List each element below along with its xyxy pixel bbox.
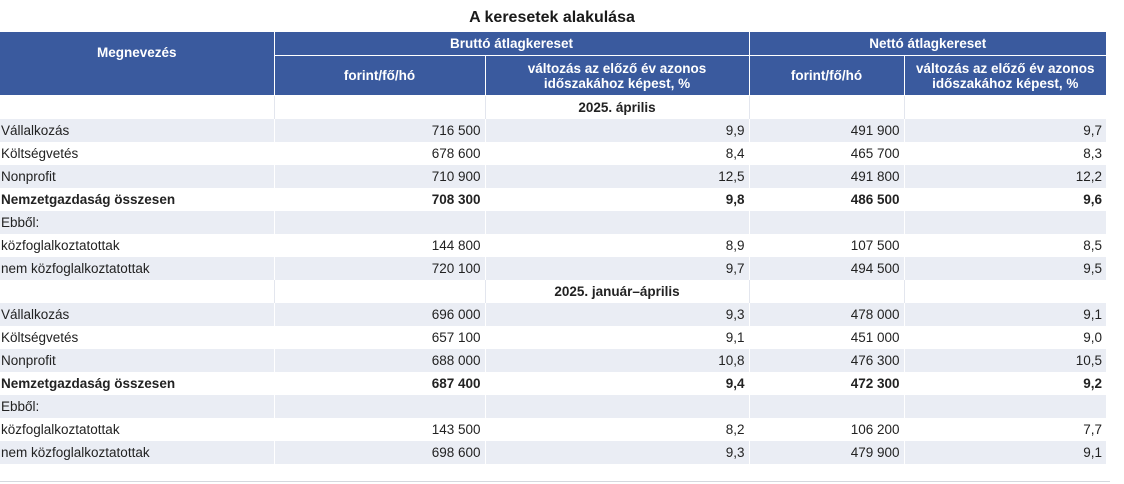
cell-name: Ebből: <box>0 395 274 418</box>
cell-gross-change: 10,8 <box>485 349 749 372</box>
cell-gross-change: 8,9 <box>485 234 749 257</box>
cell-net-amount: 107 500 <box>749 234 904 257</box>
divider <box>0 481 1110 482</box>
cell-name: nem közfoglalkoztatottak <box>0 441 274 464</box>
cell-gross-amount: 657 100 <box>274 326 485 349</box>
cell-gross-change: 9,7 <box>485 257 749 280</box>
column-group-net: Nettó átlagkereset <box>749 32 1106 56</box>
section-empty-cell <box>274 96 485 120</box>
table-row <box>0 395 1106 418</box>
cell-net-amount: 451 000 <box>749 326 904 349</box>
cell-gross-amount: 688 000 <box>274 349 485 372</box>
cell-gross-change: 9,3 <box>485 441 749 464</box>
cell-gross-amount: 143 500 <box>274 418 485 441</box>
cell-net-change: 9,5 <box>904 257 1106 280</box>
cell-gross-amount: 678 600 <box>274 142 485 165</box>
cell-name: Vállalkozás <box>0 303 274 326</box>
cell-gross-amount: 696 000 <box>274 303 485 326</box>
section-empty-cell <box>0 280 274 303</box>
cell-gross-amount: 687 400 <box>274 372 485 395</box>
cell-net-amount: 494 500 <box>749 257 904 280</box>
cell-name: Ebből: <box>0 211 274 234</box>
cell-net-change: 9,7 <box>904 119 1106 142</box>
section-label: 2025. január–április <box>485 280 749 303</box>
section-label: 2025. április <box>485 96 749 120</box>
cell-gross-amount <box>274 395 485 418</box>
change-header-line1: változás az előző év azonos <box>915 60 1095 76</box>
change-header-line2: időszakához képest, % <box>932 75 1079 91</box>
cell-name: közfoglalkoztatottak <box>0 418 274 441</box>
table-row <box>0 188 1106 211</box>
cell-net-change: 9,6 <box>904 188 1106 211</box>
cell-gross-change: 12,5 <box>485 165 749 188</box>
cell-net-amount: 478 000 <box>749 303 904 326</box>
cell-net-amount: 486 500 <box>749 188 904 211</box>
earnings-table <box>0 32 1106 464</box>
cell-gross-amount <box>274 211 485 234</box>
table-row <box>0 257 1106 280</box>
section-header-row <box>0 280 1106 303</box>
cell-net-change: 8,3 <box>904 142 1106 165</box>
cell-gross-change: 8,4 <box>485 142 749 165</box>
table-title: A keresetek alakulása <box>469 9 635 26</box>
table-row <box>0 165 1106 188</box>
column-header-gross-change <box>485 56 749 96</box>
cell-gross-change: 8,2 <box>485 418 749 441</box>
change-header-line1: változás az előző év azonos <box>527 60 707 76</box>
cell-net-change: 9,2 <box>904 372 1106 395</box>
change-header-line2: időszakához képest, % <box>543 75 691 91</box>
column-header-net-change <box>904 56 1106 96</box>
cell-net-change: 10,5 <box>904 349 1106 372</box>
cell-net-change: 8,5 <box>904 234 1106 257</box>
table-row <box>0 211 1106 234</box>
table-row <box>0 234 1106 257</box>
section-empty-cell <box>274 280 485 303</box>
cell-gross-change <box>485 211 749 234</box>
cell-gross-amount: 144 800 <box>274 234 485 257</box>
cell-net-amount <box>749 211 904 234</box>
cell-net-change <box>904 395 1106 418</box>
table-row <box>0 441 1106 464</box>
cell-gross-amount: 710 900 <box>274 165 485 188</box>
cell-net-amount: 465 700 <box>749 142 904 165</box>
table-row <box>0 372 1106 395</box>
cell-gross-amount: 716 500 <box>274 119 485 142</box>
table-row <box>0 119 1106 142</box>
column-header-name: Megnevezés <box>0 32 274 96</box>
section-header-row <box>0 96 1106 120</box>
cell-net-amount: 472 300 <box>749 372 904 395</box>
cell-name: Költségvetés <box>0 142 274 165</box>
section-empty-cell <box>749 96 904 120</box>
cell-net-change <box>904 211 1106 234</box>
cell-net-amount <box>749 395 904 418</box>
cell-net-change: 7,7 <box>904 418 1106 441</box>
cell-gross-change: 9,8 <box>485 188 749 211</box>
cell-net-amount: 491 800 <box>749 165 904 188</box>
cell-net-amount: 491 900 <box>749 119 904 142</box>
table-row <box>0 418 1106 441</box>
cell-gross-change: 9,9 <box>485 119 749 142</box>
cell-net-amount: 476 300 <box>749 349 904 372</box>
table-body <box>0 96 1106 465</box>
table-row <box>0 349 1106 372</box>
cell-gross-change <box>485 395 749 418</box>
table-row <box>0 303 1106 326</box>
column-header-net-amount: forint/fő/hó <box>749 56 904 96</box>
column-group-gross: Bruttó átlagkereset <box>274 32 749 56</box>
table-row <box>0 142 1106 165</box>
section-empty-cell <box>904 96 1106 120</box>
cell-net-change: 12,2 <box>904 165 1106 188</box>
cell-net-amount: 479 900 <box>749 441 904 464</box>
cell-gross-change: 9,4 <box>485 372 749 395</box>
cell-name: Nemzetgazdaság összesen <box>0 372 274 395</box>
cell-name: Nemzetgazdaság összesen <box>0 188 274 211</box>
cell-net-change: 9,1 <box>904 303 1106 326</box>
cell-name: nem közfoglalkoztatottak <box>0 257 274 280</box>
cell-gross-amount: 720 100 <box>274 257 485 280</box>
cell-gross-amount: 708 300 <box>274 188 485 211</box>
cell-net-change: 9,1 <box>904 441 1106 464</box>
cell-gross-amount: 698 600 <box>274 441 485 464</box>
cell-net-amount: 106 200 <box>749 418 904 441</box>
table-row <box>0 326 1106 349</box>
cell-gross-change: 9,1 <box>485 326 749 349</box>
cell-name: Nonprofit <box>0 165 274 188</box>
cell-name: Nonprofit <box>0 349 274 372</box>
table-header <box>0 32 1106 96</box>
cell-name: közfoglalkoztatottak <box>0 234 274 257</box>
cell-name: Vállalkozás <box>0 119 274 142</box>
column-header-gross-amount: forint/fő/hó <box>274 56 485 96</box>
cell-name: Költségvetés <box>0 326 274 349</box>
cell-gross-change: 9,3 <box>485 303 749 326</box>
cell-net-change: 9,0 <box>904 326 1106 349</box>
section-empty-cell <box>0 96 274 120</box>
section-empty-cell <box>749 280 904 303</box>
section-empty-cell <box>904 280 1106 303</box>
